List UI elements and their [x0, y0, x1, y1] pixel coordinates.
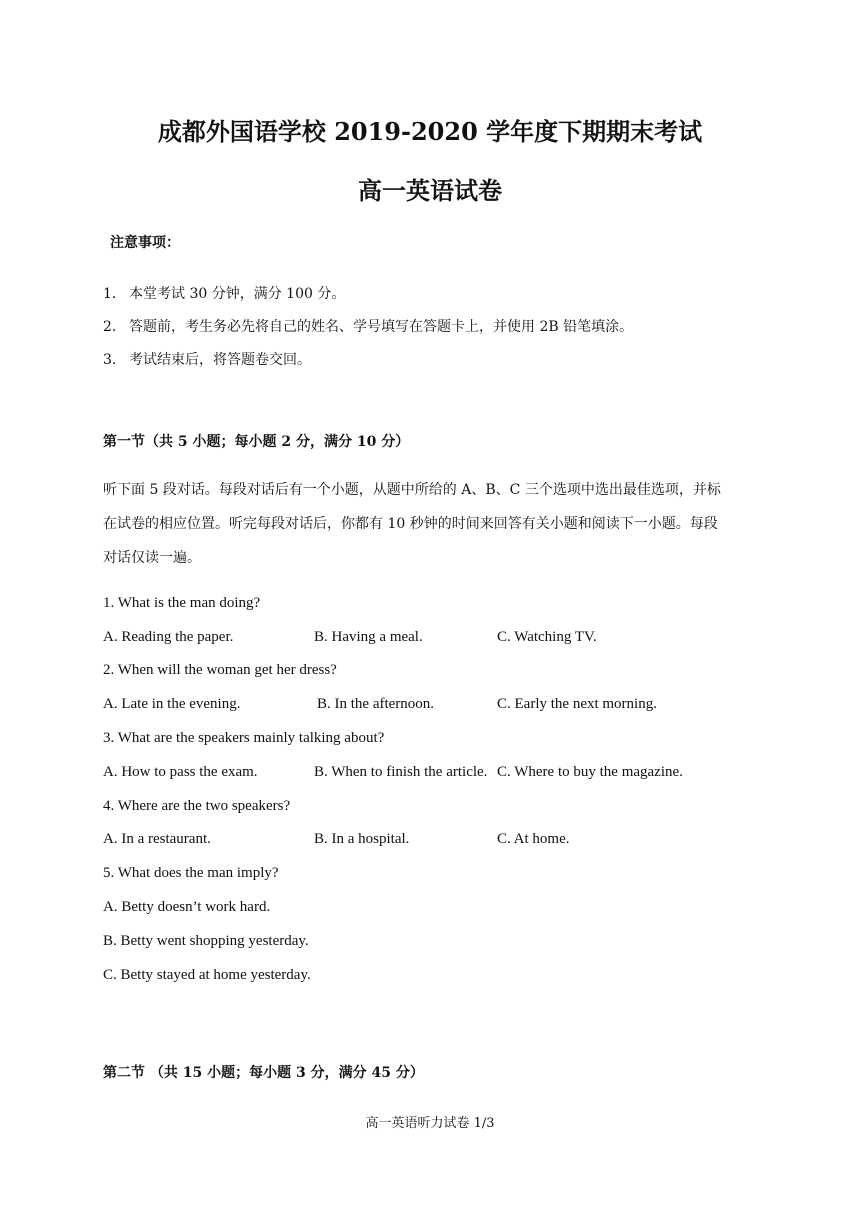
question-1-option-a: A. Reading the paper. — [103, 629, 234, 645]
question-1-option-c: C. Watching TV. — [497, 629, 597, 645]
notice-heading: 注意事项： — [110, 235, 180, 251]
notice-item-number: 1. — [103, 286, 117, 302]
question-3-option-b: B. When to finish the article. — [314, 764, 488, 780]
question-3-option-c: C. Where to buy the magazine. — [497, 764, 683, 780]
question-4-option-a: A. In a restaurant. — [103, 831, 211, 847]
question-5-option-c: C. Betty stayed at home yesterday. — [103, 967, 311, 983]
question-3: 3. What are the speakers mainly talking about? — [103, 730, 385, 746]
question-5-option-b: B. Betty went shopping yesterday. — [103, 933, 309, 949]
notice-item-text: 答题前，考生务必先将自己的姓名、学号填写在答题卡上，并使用 2B 铅笔填涂。 — [129, 319, 634, 335]
question-3-option-a: A. How to pass the exam. — [103, 764, 258, 780]
notice-item-number: 3. — [103, 352, 117, 368]
question-4: 4. Where are the two speakers? — [103, 798, 291, 814]
notice-item-text: 考试结束后，将答题卷交回。 — [129, 352, 311, 368]
notice-item — [103, 283, 345, 303]
question-1-option-b: B. Having a meal. — [314, 629, 423, 645]
question-2-option-b: B. In the afternoon. — [317, 696, 435, 712]
question-2: 2. When will the woman get her dress? — [103, 662, 337, 678]
section1-heading: 第一节（共 5 小题；每小题 2 分，满分 10 分） — [103, 434, 410, 450]
question-1: 1. What is the man doing? — [103, 595, 261, 611]
question-5-option-a: A. Betty doesn’t work hard. — [103, 899, 271, 915]
instruction-line: 在试卷的相应位置。听完每段对话后，你都有 10 秒钟的时间来回答有关小题和阅读下一小题。每段 — [103, 516, 718, 532]
notice-item — [103, 349, 311, 369]
notice-item-number: 2. — [103, 319, 117, 335]
question-5: 5. What does the man imply? — [103, 865, 279, 881]
notice-item-text: 本堂考试 30 分钟，满分 100 分。 — [129, 286, 346, 302]
notice-item — [103, 316, 633, 336]
question-4-option-b: B. In a hospital. — [314, 831, 410, 847]
question-2-option-c: C. Early the next morning. — [497, 696, 657, 712]
exam-subtitle: 高一英语试卷 — [358, 176, 502, 205]
question-4-option-c: C. At home. — [497, 831, 570, 847]
question-2-option-a: A. Late in the evening. — [103, 696, 241, 712]
instruction-line: 听下面 5 段对话。每段对话后有一个小题，从题中所给的 A、B、C 三个选项中选出最佳选项，并标 — [103, 482, 721, 498]
exam-title: 成都外国语学校 2019-2020 学年度下期期末考试 — [157, 117, 703, 146]
section2-heading: 第二节 （共 15 小题；每小题 3 分，满分 45 分） — [103, 1065, 424, 1081]
page-footer: 高一英语听力试卷 1/3 — [365, 1116, 495, 1131]
instruction-line: 对话仅读一遍。 — [103, 550, 201, 566]
